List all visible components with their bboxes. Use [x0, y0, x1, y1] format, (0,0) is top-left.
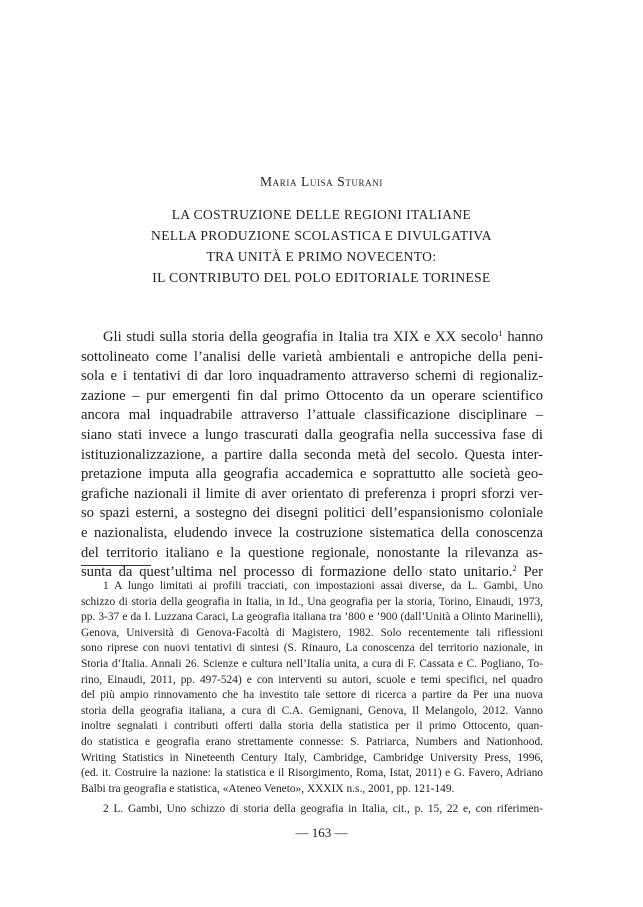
body-line: grafiche nazionali il limite di aver orientato di preferenza i propri sforzi ver- — [81, 485, 543, 502]
body-line-tail: hanno — [507, 329, 543, 345]
body-paragraph — [81, 328, 543, 583]
footnote-line: Storia d’Italia. Annali 26. Scienze e cultura nell’Italia unita, a cura di F. Cassata e C. Pogliano, To- — [81, 657, 543, 670]
footnote-line: 2 L. Gambi, Uno schizzo di storia della geografia in Italia, cit., p. 15, 22 e, con riferimen- — [103, 803, 543, 816]
page-number: — 163 — — [295, 825, 348, 840]
footnote-line: rino, Einaudi, 2011, pp. 497-524) e con interventi su autori, scuole e temi specifici, nel quadro — [81, 673, 543, 686]
title-line: IL CONTRIBUTO DEL POLO EDITORIALE TORINESE — [152, 270, 491, 285]
footnote-2 — [81, 802, 543, 818]
body-line: del territorio italiano e la questione regionale, nonostante la rilevanza as- — [81, 544, 543, 561]
footnote-line: 1 A lungo limitati ai profili tracciati, con impostazioni assai diverse, da L. Gambi, Uno — [103, 580, 543, 592]
body-line: istituzionalizzazione, a partire dalla seconda metà del secolo. Questa inter- — [81, 446, 543, 463]
footnote-line: storia della geografia italiana, a cura di C.A. Gemignani, Genova, Il Melangolo, 2012. Vanno — [81, 704, 543, 717]
body-line: ancora mal inquadrabile attraverso l’attuale classificazione disciplinare – — [81, 407, 543, 424]
footnote-line: del più ampio rinnovamento che ha investito tale settore di ricerca a partire da Per una nuova — [81, 689, 543, 702]
body-line — [81, 328, 543, 348]
body-line: so spazi esterni, a sostegno dei disegni politici dell’espansionismo coloniale — [81, 505, 543, 522]
body-line: sottolineato come l’analisi delle varietà ambientali e antropiche della peni- — [81, 348, 543, 365]
footnote-separator — [81, 565, 151, 566]
footnote-line: Writing Statistics in Nineteenth Century Italy, Cambridge, Cambridge University Press, 1996, — [81, 751, 543, 764]
footnote-line: inoltre segnalati i contributi offerti dalla storia della statistica per il primo Ottocento, quan- — [81, 720, 543, 733]
body-line-text: sunta da quest’ultima nel processo di formazione dello stato unitario. — [81, 564, 513, 581]
footnote-line: (ed. it. Costruire la nazione: la statistica e il Risorgimento, Roma, Istat, 2011) e G. Favero, Adriano — [81, 767, 543, 780]
body-line: sola e i tentativi di dar loro inquadramento attraverso schemi di regionaliz- — [81, 368, 543, 385]
footnote-ref-2[interactable]: 2 — [512, 563, 517, 574]
footnote-line: do statistica e geografia erano strettamente connesse: S. Patriarca, Numbers and Nationhood. — [81, 735, 543, 748]
author-name: Maria Luisa Sturani — [260, 174, 383, 189]
footnote-line: sono riprese con nuovi tentativi di sintesi (S. Rinauro, La conoscenza del territorio nazionale, in — [81, 642, 543, 655]
body-line: siano stati invece a lungo trascurati dalla geografia nella successiva fase di — [81, 426, 543, 443]
footnote-1 — [81, 579, 543, 797]
body-line: pretazione imputa alla geografia accademica e soprattutto alle società geo- — [81, 466, 543, 483]
body-line-tail: Per — [523, 564, 543, 581]
footnotes — [81, 579, 543, 823]
footnote-line: Genova, Università di Genova-Facoltà di Magistero, 1982. Solo recentemente tali riflessioni — [81, 626, 543, 639]
footnote-line: schizzo di storia della geografia in Italia, in Id., Una geografia per la storia, Torino, Einaudi, 1973, — [81, 595, 543, 608]
title-line: LA COSTRUZIONE DELLE REGIONI ITALIANE — [171, 207, 472, 222]
footnote-line: Balbi tra geografia e statistica, «Ateneo Veneto», XXXIX n.s., 2001, pp. 121-149. — [81, 782, 455, 795]
body-line: e nazionalista, eludendo invece la costruzione sistematica della conoscenza — [81, 524, 543, 541]
body-line-text: Gli studi sulla storia della geografia in Italia tra XIX e XX secolo — [103, 329, 499, 345]
footnote-ref-1[interactable]: 1 — [498, 328, 503, 338]
title-line: NELLA PRODUZIONE SCOLASTICA E DIVULGATIVA — [151, 228, 492, 243]
footnote-line: pp. 3-37 e da I. Luzzana Caraci, La geografia italiana tra ’800 e ’900 (dall’Unità a Olinto Marinelli), — [81, 611, 543, 624]
article-title — [60, 204, 583, 288]
body-line: zazione – pur emergenti fin dal primo Ottocento da un operare scientifico — [81, 387, 543, 404]
title-line: TRA UNITÀ E PRIMO NOVECENTO: — [206, 249, 437, 264]
